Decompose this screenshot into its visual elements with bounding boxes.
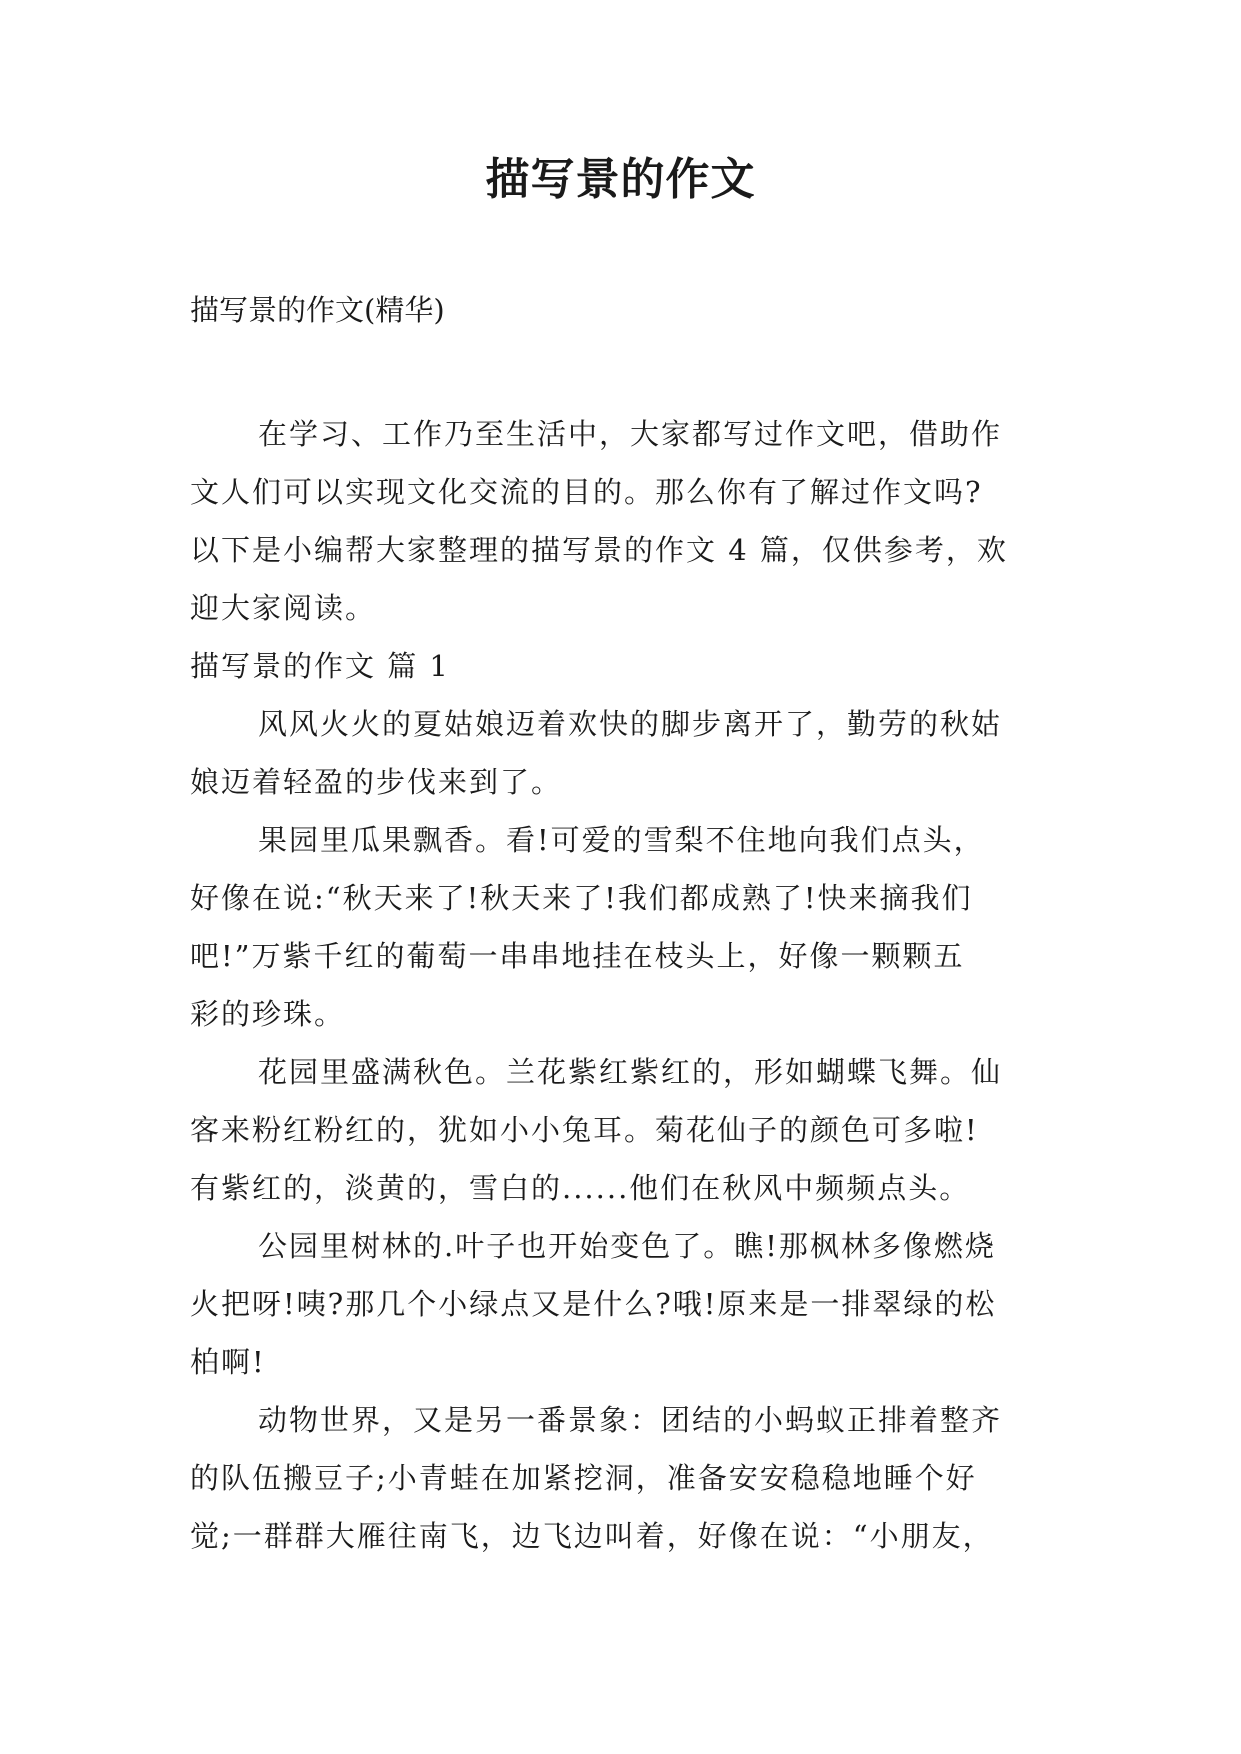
- text-line: 娘迈着轻盈的步伐来到了。: [190, 765, 563, 799]
- text-line: 在学习、工作乃至生活中，大家都写过作文吧，借助作: [258, 417, 1003, 451]
- text-line: 火把呀!咦?那几个小绿点又是什么?哦!原来是一排翠绿的松: [190, 1287, 997, 1321]
- text-line: 的队伍搬豆子;小青蛙在加紧挖洞，准备安安稳稳地睡个好: [190, 1461, 977, 1495]
- text-line: 风风火火的夏姑娘迈着欢快的脚步离开了，勤劳的秋姑: [258, 707, 1003, 741]
- document-title: 描写景的作文: [485, 154, 756, 205]
- text-line: 果园里瓜果飘香。看!可爱的雪梨不住地向我们点头，: [258, 823, 985, 857]
- text-line: 文人们可以实现文化交流的目的。那么你有了解过作文吗?: [190, 475, 983, 509]
- document-body: [190, 405, 1070, 1565]
- text-line: 客来粉红粉红的，犹如小小兔耳。菊花仙子的颜色可多啦!: [190, 1113, 979, 1147]
- text-line: 柏啊!: [190, 1345, 266, 1379]
- text-line: 动物世界，又是另一番景象：团结的小蚂蚁正排着整齐: [258, 1403, 1003, 1437]
- text-line: 公园里树林的.叶子也开始变色了。瞧!那枫林多像燃烧: [258, 1229, 996, 1263]
- text-line: 吧!”万紫千红的葡萄一串串地挂在枝头上，好像一颗颗五: [190, 939, 965, 973]
- text-line: 好像在说:“秋天来了!秋天来了!我们都成熟了!快来摘我们: [190, 881, 973, 915]
- text-line: 以下是小编帮大家整理的描写景的作文 4 篇，仅供参考，欢: [190, 533, 1008, 567]
- document-subtitle: 描写景的作文(精华): [190, 293, 445, 327]
- text-line: 有紫红的，淡黄的，雪白的......他们在秋风中频频点头。: [190, 1171, 971, 1205]
- text-line: 花园里盛满秋色。兰花紫红紫红的，形如蝴蝶飞舞。仙: [258, 1055, 1003, 1089]
- text-line: 觉;一群群大雁往南飞，边飞边叫着，好像在说：“小朋友，: [190, 1519, 994, 1553]
- text-line: 迎大家阅读。: [190, 591, 377, 625]
- text-line: 彩的珍珠。: [190, 997, 346, 1031]
- text-line: 描写景的作文 篇 1: [190, 649, 450, 683]
